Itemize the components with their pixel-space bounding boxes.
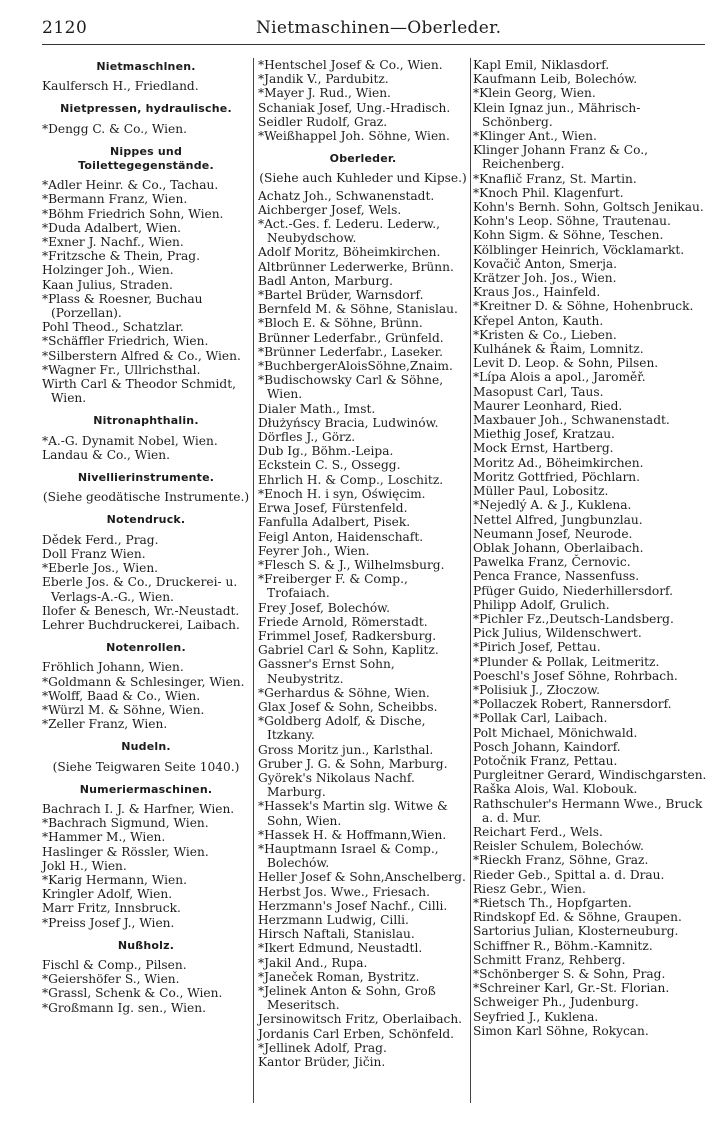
- directory-entry: *BuchbergerAloisSöhne,Znaim.: [258, 359, 453, 374]
- section-heading: Notenrollen.: [106, 641, 186, 655]
- directory-entry: *Polisiuk J., Złoczow.: [473, 682, 600, 697]
- directory-entry: Frimmel Josef, Radkersburg.: [258, 628, 437, 643]
- directory-entry: Kaan Julius, Straden.: [42, 277, 173, 292]
- directory-entry: Dub Ig., Böhm.-Leipa.: [258, 444, 394, 459]
- section-heading: Notendruck.: [106, 513, 186, 527]
- directory-entry: *Pirich Josef, Pettau.: [473, 640, 601, 655]
- section-heading: Oberleder.: [329, 152, 397, 166]
- directory-entry: Hirsch Naftali, Stanislau.: [258, 927, 415, 942]
- directory-entry: Rindskopf Ed. & Söhne, Graupen.: [473, 910, 682, 925]
- directory-entry: *Goldmann & Schlesinger, Wien.: [42, 674, 245, 689]
- directory-entry: *A.-G. Dynamit Nobel, Wien.: [42, 433, 218, 448]
- directory-entry: Riesz Gebr., Wien.: [473, 881, 586, 896]
- directory-entry: Achatz Joh., Schwanenstadt.: [258, 188, 435, 203]
- directory-entry: *Silberstern Alfred & Co., Wien.: [42, 348, 241, 363]
- page-number: 2120: [42, 18, 88, 38]
- directory-entry: Kohn Sigm. & Söhne, Teschen.: [473, 228, 664, 243]
- directory-entry: Potočnik Franz, Pettau.: [473, 753, 618, 768]
- directory-entry: Klein Ignaz jun., Mährisch-Schönberg.: [473, 100, 641, 129]
- directory-entry: *Jakil And., Rupa.: [258, 955, 368, 970]
- directory-entry: Rieder Geb., Spittal a. d. Drau.: [473, 867, 665, 882]
- directory-entry: *Ikert Edmund, Neustadtl.: [258, 941, 423, 956]
- directory-entry: Křepel Anton, Kauth.: [473, 313, 604, 328]
- directory-entry: *Knoch Phil. Klagenfurt.: [473, 185, 624, 200]
- directory-entry: Maurer Leonhard, Ried.: [473, 398, 623, 413]
- directory-entry: Neumann Josef, Neurode.: [473, 526, 633, 541]
- directory-entry: *Hammer M., Wien.: [42, 830, 166, 845]
- directory-entry: Doll Franz Wien.: [42, 546, 146, 561]
- directory-entry: Masopust Carl, Taus.: [473, 384, 604, 399]
- section-heading: Numeriermaschinen.: [79, 782, 213, 796]
- directory-entry: Kohn's Bernh. Sohn, Goltsch Jenikau.: [473, 200, 704, 215]
- directory-entry: *Bermann Franz, Wien.: [42, 192, 188, 207]
- directory-entry: Jersinowitsch Fritz, Oberlaibach.: [258, 1012, 463, 1027]
- directory-entry: Jokl H., Wien.: [42, 858, 127, 873]
- directory-entry: *Budischowsky Carl & Söhne, Wien.: [258, 373, 444, 402]
- directory-entry: *Pichler Fz.,Deutsch-Landsberg.: [473, 611, 674, 626]
- directory-entry: Purgleitner Gerard, Windischgarsten.: [473, 768, 707, 783]
- directory-entry: Gassner's Ernst Sohn, Neubystritz.: [258, 657, 395, 686]
- directory-entry: Oblak Johann, Oberlaibach.: [473, 540, 644, 555]
- directory-entry: *Wagner Fr., Ullrichsthal.: [42, 362, 201, 377]
- directory-entry: Kapl Emil, Niklasdorf.: [473, 58, 610, 72]
- directory-entry: *Fritzsche & Thein, Prag.: [42, 249, 200, 264]
- directory-entry: Krätzer Joh. Jos., Wien.: [473, 271, 617, 286]
- directory-entry: Mock Ernst, Hartberg.: [473, 441, 614, 456]
- section-heading: Nietpressen, hydraulische.: [60, 102, 232, 116]
- directory-entry: *Knaflič Franz, St. Martin.: [473, 171, 637, 186]
- section-note: (Siehe Teigwaren Seite 1040.): [52, 759, 240, 774]
- section-note: (Siehe geodätische Instrumente.): [42, 490, 250, 505]
- directory-entry: Jordanis Carl Erben, Schönfeld.: [258, 1026, 455, 1041]
- directory-entry: Eckstein C. S., Ossegg.: [258, 458, 401, 473]
- directory-entry: *Bloch E. & Söhne, Brünn.: [258, 316, 423, 331]
- directory-entry: Heller Josef & Sohn,Anschelberg.: [258, 870, 466, 885]
- directory-entry: *Hauptmann Israel & Comp., Bolechów.: [258, 841, 439, 871]
- directory-entry: *Mayer J. Rud., Wien.: [258, 86, 391, 101]
- directory-entry: Glax Josef & Sohn, Scheibbs.: [258, 699, 438, 714]
- directory-entry: Badl Anton, Marburg.: [258, 273, 394, 288]
- directory-entry: *Jellinek Adolf, Prag.: [258, 1040, 387, 1055]
- directory-entry: *Dengg C. & Co., Wien.: [42, 121, 187, 136]
- directory-entry: *Schönberger S. & Sohn, Prag.: [473, 967, 666, 981]
- directory-entry: Erwa Josef, Fürstenfeld.: [258, 501, 408, 516]
- directory-entry: Gabriel Carl & Sohn, Kaplitz.: [258, 643, 439, 658]
- directory-entry: Schiffner R., Böhm.-Kamnitz.: [473, 938, 653, 953]
- column-divider: [253, 58, 254, 1103]
- directory-entry: *Pollak Carl, Laibach.: [473, 711, 608, 726]
- directory-entry: *Weißhappel Joh. Söhne, Wien.: [258, 129, 450, 144]
- directory-entry: Levit D. Leop. & Sohn, Pilsen.: [473, 356, 659, 371]
- directory-entry: Raška Alois, Wal. Klobouk.: [473, 782, 638, 797]
- directory-entry: Eberle Jos. & Co., Druckerei- u. Verlags-A.-G., Wien.: [42, 575, 238, 604]
- running-title: Nietmaschinen—Oberleder.: [256, 18, 502, 38]
- page-header: [42, 16, 705, 45]
- directory-entry: *Act.-Ges. f. Lederu. Lederw., Neubydschow.: [258, 217, 441, 246]
- directory-entry: Bachrach I. J. & Harfner, Wien.: [42, 801, 235, 816]
- directory-entry: *Flesch S. & J., Wilhelmsburg.: [258, 557, 445, 572]
- directory-entry: Lehrer Buchdruckerei, Laibach.: [42, 617, 240, 632]
- directory-entry: Gruber J. G. & Sohn, Marburg.: [258, 756, 448, 771]
- directory-entry: *Kreitner D. & Söhne, Hohenbruck.: [473, 299, 694, 314]
- directory-column-middle: [258, 58, 468, 1111]
- directory-entry: Herzmann's Josef Nachf., Cilli.: [258, 898, 448, 913]
- directory-entry: *Hassek's Martin slg. Witwe & Sohn, Wien.: [258, 799, 448, 828]
- directory-entry: Frey Josef, Bolechów.: [258, 600, 391, 615]
- directory-entry: Philipp Adolf, Grulich.: [473, 597, 610, 612]
- directory-entry: Rathschuler's Hermann Wwe., Bruck a. d. Mur.: [473, 796, 703, 825]
- directory-entry: Maxbauer Joh., Schwanenstadt.: [473, 413, 670, 428]
- directory-entry: Penca France, Nassenfuss.: [473, 569, 640, 584]
- directory-entry: *Böhm Friedrich Sohn, Wien.: [42, 206, 224, 221]
- directory-entry: Kovačič Anton, Smerja.: [473, 256, 618, 271]
- directory-entry: Posch Johann, Kaindorf.: [473, 739, 621, 754]
- directory-entry: Haslinger & Rössler, Wien.: [42, 844, 209, 859]
- directory-column-right: [473, 58, 709, 1111]
- directory-entry: *Bartel Brüder, Warnsdorf.: [258, 288, 424, 303]
- directory-entry: Kraus Jos., Hainfeld.: [473, 285, 601, 300]
- directory-entry: *Klinger Ant., Wien.: [473, 129, 597, 144]
- directory-entry: *Schäffler Friedrich, Wien.: [42, 334, 209, 349]
- directory-entry: *Rietsch Th., Hopfgarten.: [473, 895, 632, 910]
- directory-entry: Reisler Schulem, Bolechów.: [473, 839, 644, 854]
- directory-entry: Ehrlich H. & Comp., Loschitz.: [258, 472, 444, 487]
- directory-entry: Pawelka Franz, Černovic.: [473, 555, 631, 570]
- directory-entry: Moritz Ad., Böheimkirchen.: [473, 455, 644, 470]
- directory-entry: Polt Michael, Mönichwald.: [473, 725, 638, 740]
- directory-entry: Kaulfersch H., Friedland.: [42, 79, 199, 94]
- directory-entry: *Plass & Roesner, Buchau (Porzellan).: [42, 291, 203, 321]
- directory-entry: *Rieckh Franz, Söhne, Graz.: [473, 853, 649, 868]
- directory-entry: *Zeller Franz, Wien.: [42, 717, 168, 732]
- directory-entry: *Grassl, Schenk & Co., Wien.: [42, 986, 223, 1001]
- directory-entry: Sartorius Julian, Klosterneuburg.: [473, 924, 679, 939]
- section-heading: Nietmaschlnen.: [96, 60, 196, 73]
- directory-entry: Friede Arnold, Römerstadt.: [258, 614, 428, 629]
- directory-entry: Miethig Josef, Kratzau.: [473, 427, 615, 442]
- directory-entry: Fröhlich Johann, Wien.: [42, 660, 184, 675]
- directory-entry: Pick Julius, Wildenschwert.: [473, 626, 642, 641]
- directory-entry: Schaniak Josef, Ung.-Hradisch.: [258, 100, 451, 115]
- directory-entry: Kaufmann Leib, Bolechów.: [473, 72, 638, 87]
- section-heading: Nudeln.: [121, 740, 171, 754]
- directory-entry: *Kristen & Co., Lieben.: [473, 327, 617, 342]
- directory-entry: Dialer Math., Imst.: [258, 401, 376, 416]
- directory-entry: *Goldberg Adolf, & Dische, Itzkany.: [258, 714, 426, 743]
- directory-entry: *Brünner Lederfabr., Laseker.: [258, 344, 443, 359]
- directory-entry: Pohl Theod., Schatzlar.: [42, 320, 184, 335]
- directory-entry: Feyrer Joh., Wien.: [258, 543, 370, 558]
- directory-entry: Aichberger Josef, Wels.: [258, 202, 402, 217]
- directory-entry: Klinger Johann Franz & Co., Reichenberg.: [473, 143, 648, 172]
- directory-entry: *Karig Hermann, Wien.: [42, 872, 187, 887]
- directory-entry: Nettel Alfred, Jungbunzlau.: [473, 512, 643, 527]
- directory-entry: Ilofer & Benesch, Wr.-Neustadt.: [42, 603, 240, 618]
- directory-entry: Kringler Adolf, Wien.: [42, 887, 173, 902]
- directory-entry: Kohn's Leop. Söhne, Trautenau.: [473, 214, 671, 229]
- directory-entry: Gross Moritz jun., Karlsthal.: [258, 742, 434, 757]
- directory-entry: Marr Fritz, Innsbruck.: [42, 901, 181, 916]
- directory-entry: *Adler Heinr. & Co., Tachau.: [42, 178, 219, 193]
- directory-entry: Seidler Rudolf, Graz.: [258, 114, 388, 129]
- section-heading: Nitronaphthalin.: [93, 414, 199, 428]
- section-heading: Nußholz.: [117, 938, 175, 952]
- directory-entry: *Exner J. Nachf., Wien.: [42, 235, 184, 250]
- directory-entry: *Würzl M. & Söhne, Wien.: [42, 702, 205, 717]
- directory-entry: *Duda Adalbert, Wien.: [42, 220, 182, 235]
- directory-entry: Moritz Gottfried, Pöchlarn.: [473, 469, 641, 484]
- directory-entry: *Klein Georg, Wien.: [473, 86, 596, 101]
- directory-entry: *Enoch H. i syn, Oświęcim.: [258, 486, 426, 501]
- section-note: (Siehe auch Kuhleder und Kipse.): [259, 171, 467, 186]
- directory-entry: Herzmann Ludwig, Cilli.: [258, 912, 409, 927]
- directory-entry: *Pollaczek Robert, Rannersdorf.: [473, 697, 672, 712]
- directory-entry: *Preiss Josef J., Wien.: [42, 915, 175, 930]
- directory-entry: Landau & Co., Wien.: [42, 447, 170, 462]
- directory-entry: *Eberle Jos., Wien.: [42, 561, 159, 576]
- directory-entry: Poeschl's Josef Söhne, Rohrbach.: [473, 668, 678, 683]
- directory-entry: Kölblinger Heinrich, Vöcklamarkt.: [473, 242, 685, 257]
- directory-entry: *Freiberger F. & Comp., Trofaiach.: [258, 572, 408, 601]
- directory-entry: Altbrünner Lederwerke, Brünn.: [258, 259, 454, 274]
- directory-entry: Holzinger Joh., Wien.: [42, 263, 174, 278]
- directory-entry: Simon Karl Söhne, Rokycan.: [473, 1023, 649, 1038]
- directory-entry: Feigl Anton, Haidenschaft.: [258, 529, 424, 544]
- directory-entry: Bernfeld M. & Söhne, Stanislau.: [258, 302, 458, 317]
- section-heading: Nivellierinstrumente.: [77, 471, 215, 485]
- directory-entry: Herbst Jos. Wwe., Friesach.: [258, 884, 430, 899]
- directory-entry: Seyfried J., Kuklena.: [473, 1009, 599, 1024]
- directory-entry: *Geiershöfer S., Wien.: [42, 972, 180, 987]
- directory-entry: *Wolff, Baad & Co., Wien.: [42, 688, 201, 703]
- directory-entry: Fischl & Comp., Pilsen.: [42, 957, 187, 972]
- directory-entry: Wirth Carl & Theodor Schmidt, Wien.: [42, 377, 236, 406]
- directory-entry: *Gerhardus & Söhne, Wien.: [258, 685, 430, 700]
- directory-entry: *Plunder & Pollak, Leitmeritz.: [473, 654, 660, 669]
- directory-entry: Schmitt Franz, Rehberg.: [473, 952, 626, 967]
- directory-entry: Dědek Ferd., Prag.: [42, 532, 159, 547]
- directory-entry: *Hentschel Josef & Co., Wien.: [258, 58, 443, 72]
- directory-entry: *Janeček Roman, Bystritz.: [258, 969, 420, 984]
- column-divider: [470, 58, 471, 1103]
- directory-entry: Dörfles J., Görz.: [258, 430, 356, 445]
- directory-entry: Györek's Nikolaus Nachf. Marburg.: [258, 770, 415, 800]
- directory-entry: Kulhánek & Řaim, Lomnitz.: [473, 342, 644, 357]
- directory-entry: *Hassek H. & Hoffmann,Wien.: [258, 827, 447, 842]
- directory-entry: *Schreiner Karl, Gr.-St. Florian.: [473, 981, 670, 996]
- directory-entry: Reichart Ferd., Wels.: [473, 824, 603, 839]
- directory-entry: *Großmann Ig. sen., Wien.: [42, 1000, 206, 1015]
- directory-entry: Adolf Moritz, Böheimkirchen.: [258, 245, 441, 260]
- section-heading: Nippes und Toilettegegenstände.: [78, 144, 214, 173]
- directory-entry: *Nejedlý A. & J., Kuklena.: [473, 498, 632, 513]
- directory-entry: Fanfulla Adalbert, Pisek.: [258, 515, 411, 530]
- directory-entry: Pfüger Guido, Niederhillersdorf.: [473, 583, 674, 598]
- directory-entry: *Bachrach Sigmund, Wien.: [42, 816, 209, 831]
- directory-entry: Kantor Brüder, Jičin.: [258, 1055, 386, 1070]
- directory-entry: *Jandik V., Pardubitz.: [258, 72, 389, 87]
- directory-entry: Dłużyńscy Bracia, Ludwinów.: [258, 415, 439, 430]
- directory-entry: *Lípa Alois a apol., Jaroměř.: [473, 370, 646, 385]
- directory-entry: Brünner Lederfabr., Grünfeld.: [258, 330, 444, 345]
- directory-entry: *Jelinek Anton & Sohn, Groß Meseritsch.: [258, 984, 436, 1013]
- directory-entry: Müller Paul, Lobositz.: [473, 484, 609, 499]
- directory-entry: Schweiger Ph., Judenburg.: [473, 995, 639, 1010]
- directory-column-left: [42, 58, 250, 1111]
